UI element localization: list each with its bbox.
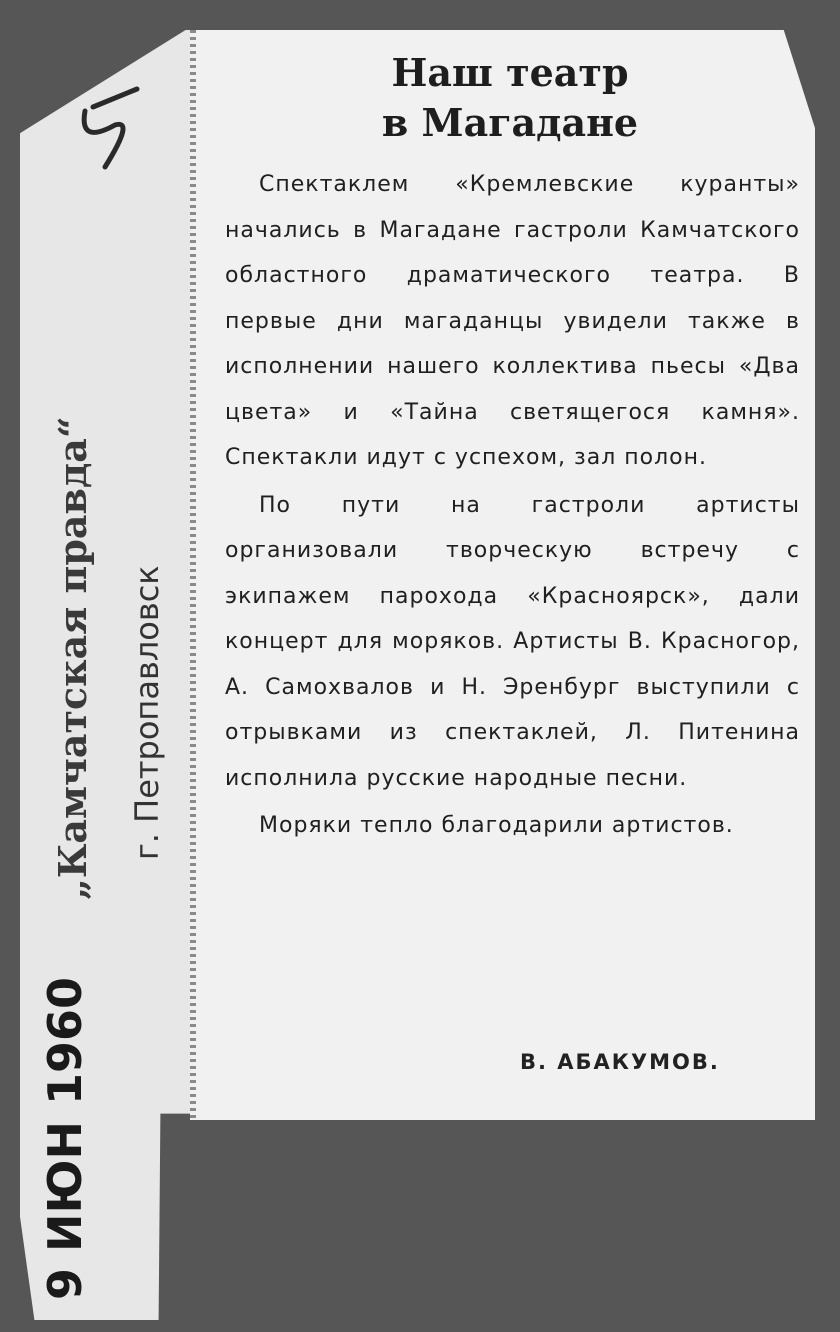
- stamp-newspaper-name: „Камчатская правда“: [50, 416, 95, 900]
- article-author: В. АБАКУМОВ.: [520, 1050, 720, 1074]
- handwritten-mark: [75, 85, 145, 175]
- article-body: [225, 162, 800, 851]
- stamp-city: г. Петропавловск: [128, 565, 166, 860]
- torn-edge: [190, 30, 196, 1120]
- article-paragraph: По пути на гастроли артисты организовали творческую встречу с экипажем парохода «Красноярск», дали концерт для моряков. Артисты В. Красногор, А. Самохвалов и Н. Эренбург выступили с отрывками из спектаклей, Л. Питенина исполнила русские народные песни.: [225, 492, 800, 791]
- headline-line-2: в Магадане: [381, 100, 639, 145]
- stamp-date: 9 ИЮН 1960: [38, 976, 92, 1300]
- article-paragraph: Спектаклем «Кремлевские куранты» начались в Магадане гастроли Камчатского областного драматического театра. В первые дни магаданцы увидели также в исполнении нашего коллектива пьесы «Два цвета» и «Тайна светящегося камня». Спектакли идут с успехом, зал полон.: [225, 172, 800, 470]
- headline-line-1: Наш театр: [391, 50, 629, 95]
- article-paragraph: Моряки тепло благодарили артистов.: [259, 813, 734, 838]
- article-headline: [300, 48, 720, 148]
